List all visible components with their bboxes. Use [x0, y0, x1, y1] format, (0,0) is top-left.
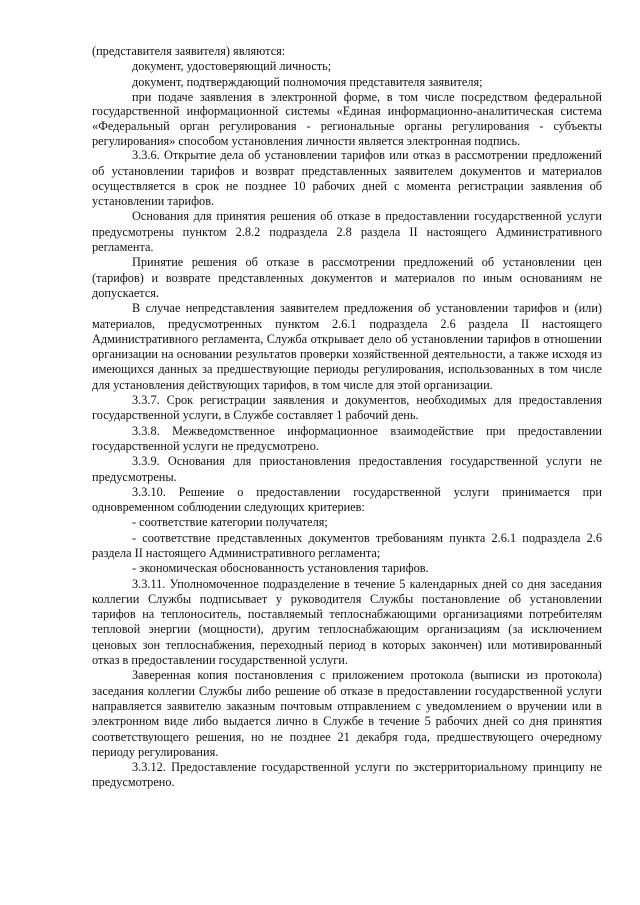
paragraph: 3.3.8. Межведомственное информационное взаимодействие при предоставлении государственной услуги не предусмотрено.	[92, 423, 602, 453]
paragraph: 3.3.10. Решение о предоставлении государственной услуги принимается при одновременном соблюдении следующих критериев:	[92, 484, 602, 515]
paragraph: документ, подтверждающий полномочия представителя заявителя;	[132, 74, 483, 89]
paragraph: 3.3.9. Основания для приостановления предоставления государственной услуги не предусмотрены.	[92, 454, 602, 484]
paragraph: 3.3.11. Уполномоченное подразделение в течение 5 календарных дней со дня заседания коллегии Службы подписывает у руководителя Службы постановление об установлении тарифов на теплоноситель, поставляемый теплоснабжающими организациями потребителям тепловой энергии (мощности), другим теплоснабжающим организациям (за исключением ценовых зон теплоснабжения, переходный период в которых закончен) или мотивированный отказ в предоставлении государственной услуги.	[92, 576, 602, 668]
paragraph: Принятие решения об отказе в рассмотрении предложений об установлении цен (тарифов) и возврате представленных документов и материалов по иным основаниям не допускается.	[92, 255, 602, 300]
list-item: - экономическая обоснованность установления тарифов.	[132, 561, 429, 576]
document-page	[92, 44, 602, 791]
paragraph: В случае непредставления заявителем предложения об установлении тарифов и (или) материалов, предусмотренных пунктом 2.6.1 подраздела 2.6 раздела II настоящего Административного регламента, Служба открывает дело об установлении тарифов в отношении организации на основании результатов проверки хозяйственной деятельности, а также исходя из имеющихся данных за предшествующие периоды регулирования, использованных в том числе для установления действующих тарифов, в том числе для этой организации.	[92, 301, 602, 392]
paragraph: 3.3.7. Срок регистрации заявления и документов, необходимых для предоставления государственной услуги, в Службе составляет 1 рабочий день.	[92, 393, 602, 423]
paragraph: 3.3.6. Открытие дела об установлении тарифов или отказ в рассмотрении предложений об установлении тарифов и возврат представленных заявителем документов и материалов осуществляется в срок не позднее 10 рабочих дней с момента регистрации заявления об установлении тарифов.	[92, 148, 602, 209]
paragraph: Заверенная копия постановления с приложением протокола (выписки из протокола) заседания коллегии Службы либо решение об отказе в предоставлении государственной услуги направляется заявителю заказным почтовым отправлением с уведомлением о вручении или в электронном виде либо выдается лично в Службе в течение 5 рабочих дней со дня принятия соответствующего решения, но не позднее 21 декабря года, предшествующего очередному периоду регулирования.	[92, 668, 602, 759]
paragraph: (представителя заявителя) являются:	[92, 44, 286, 58]
list-item: - соответствие категории получателя;	[132, 515, 328, 530]
list-item: - соответствие представленных документов требованиям пункта 2.6.1 подраздела 2.6 раздела II настоящего Административного регламента;	[92, 530, 602, 560]
paragraph: 3.3.12. Предоставление государственной услуги по экстерриториальному принципу не предусмотрено.	[92, 760, 602, 790]
paragraph: Основания для принятия решения об отказе в предоставлении государственной услуги предусмотрены пунктом 2.8.2 подраздела 2.8 раздела II настоящего Административного регламента.	[92, 209, 602, 255]
paragraph: документ, удостоверяющий личность;	[132, 59, 332, 74]
paragraph: при подаче заявления в электронной форме, в том числе посредством федеральной государственной информационной системы «Единая информационно-аналитическая система «Федеральный орган регулирования - региональные органы регулирования - субъекты регулирования» способом установления личности является электронная подпись.	[92, 89, 602, 148]
